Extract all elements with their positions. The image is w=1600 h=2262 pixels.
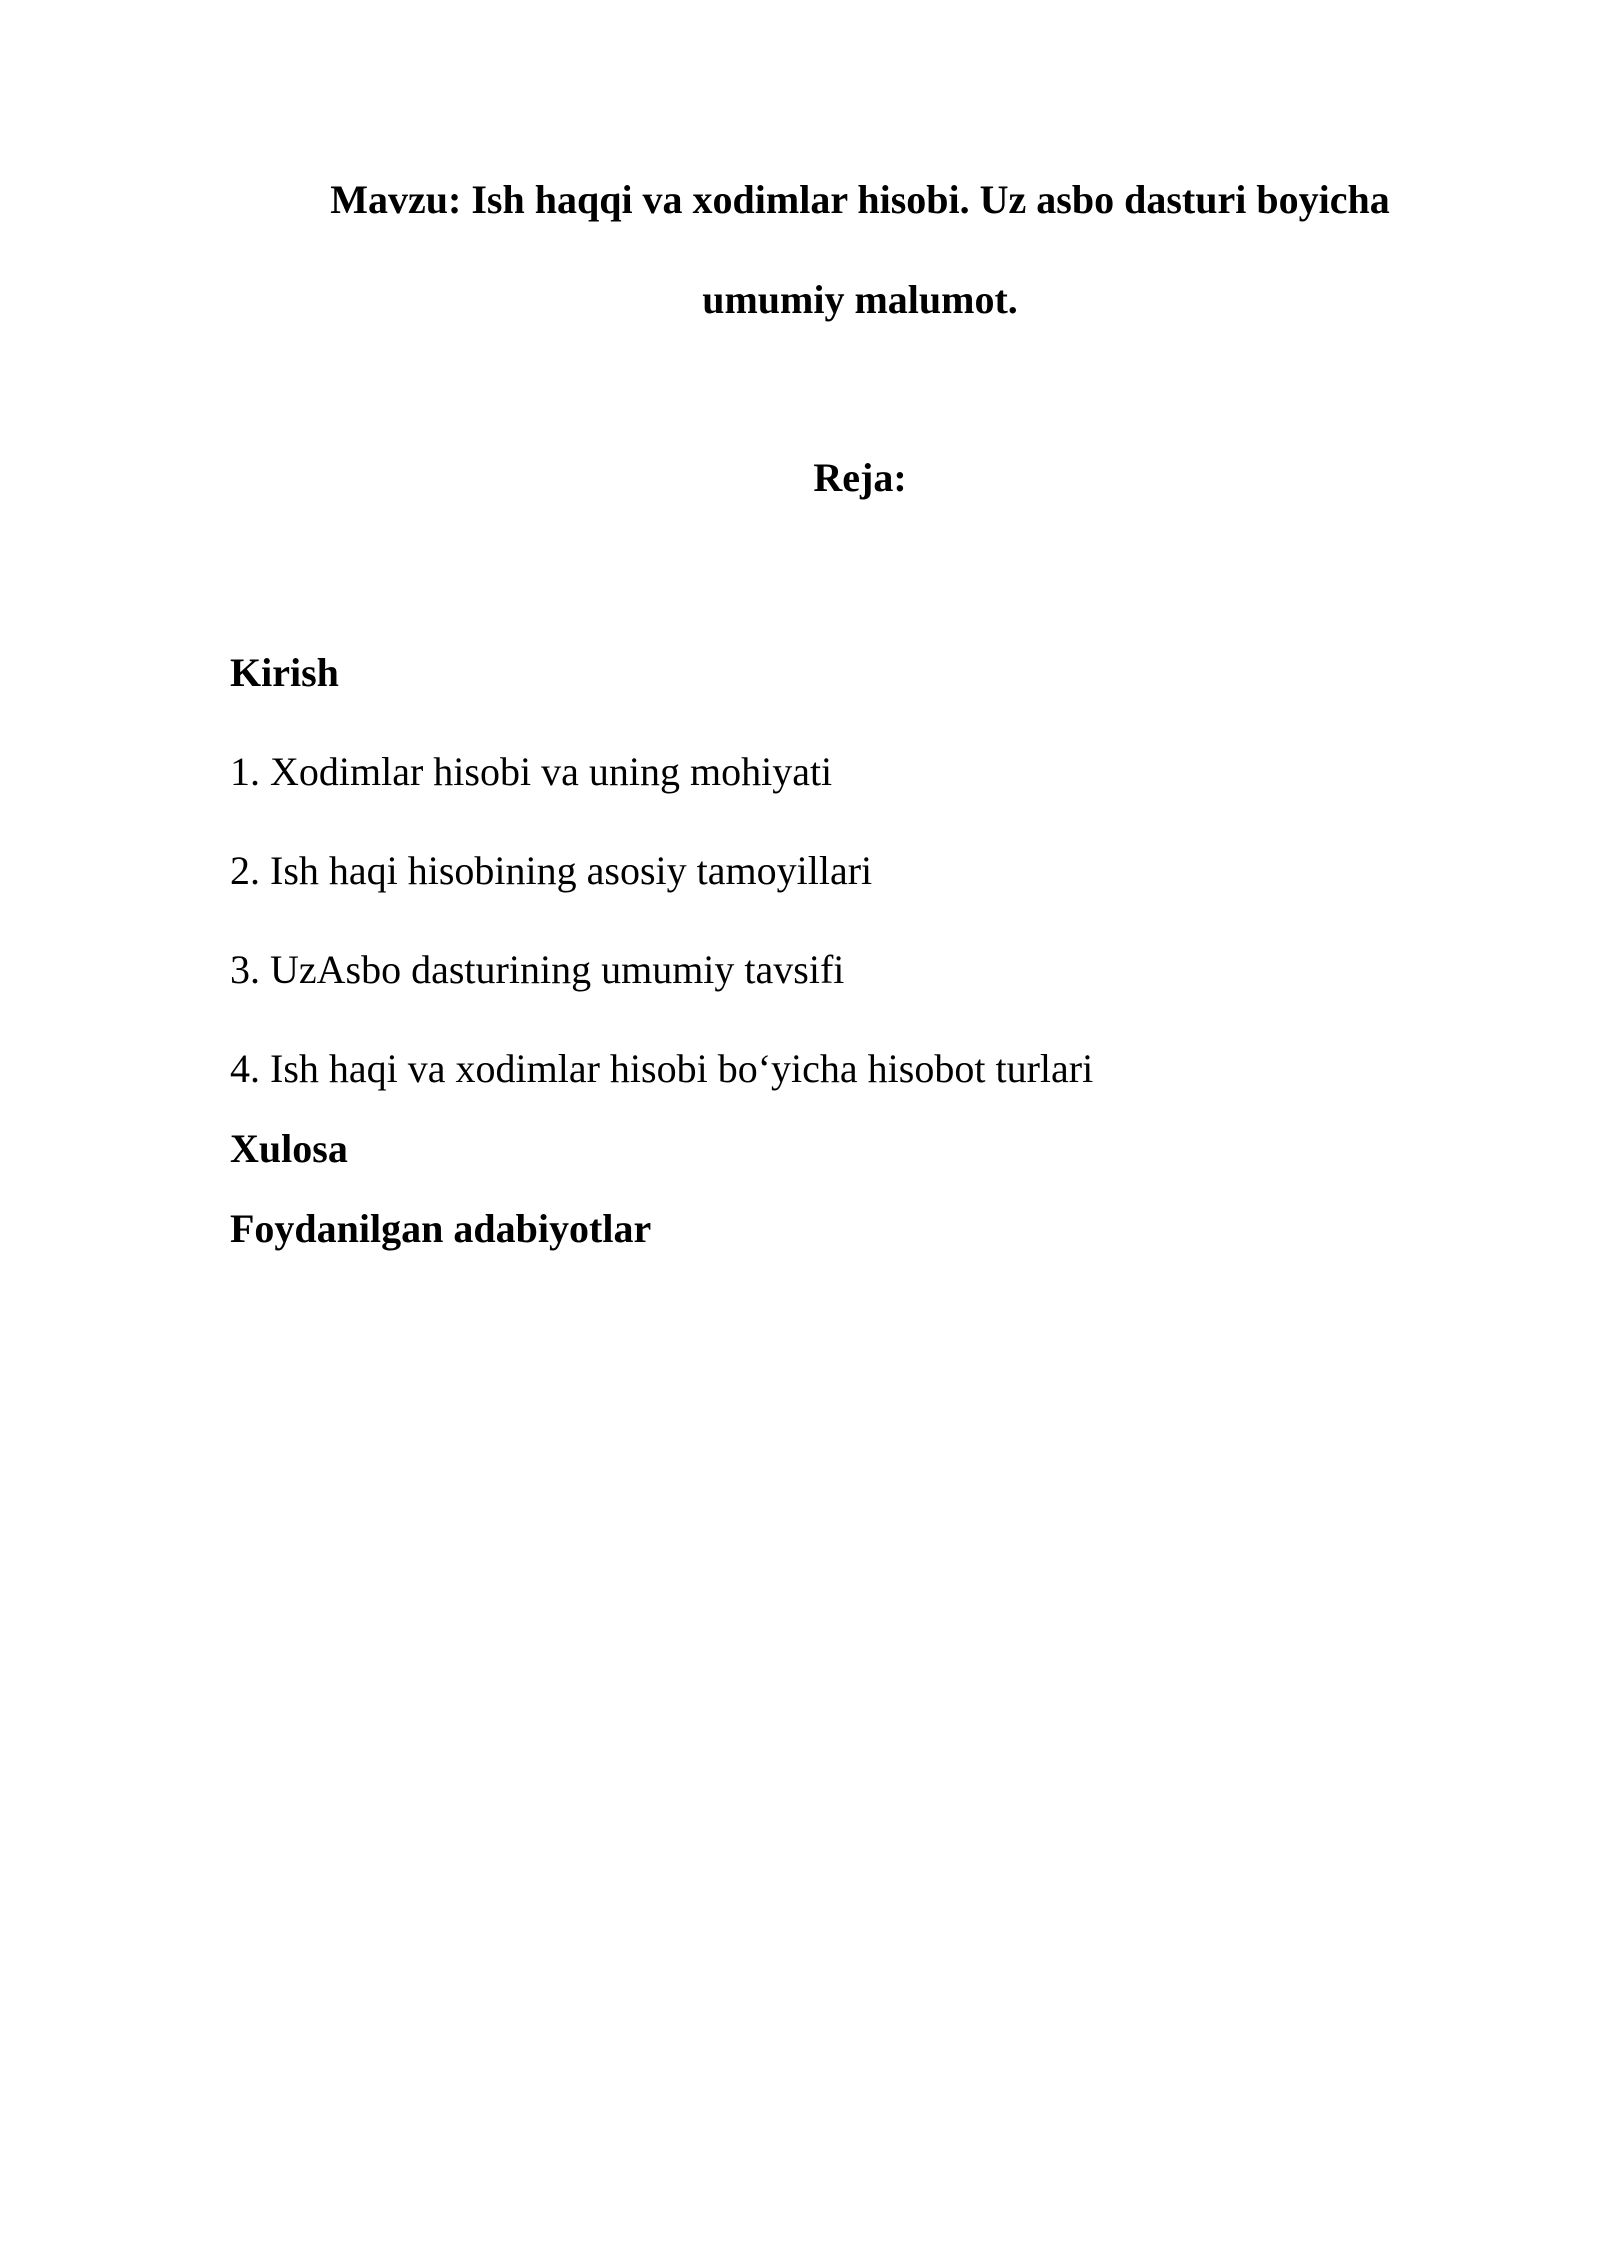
outline-item-1: 1. Xodimlar hisobi va uning mohiyati — [230, 749, 833, 794]
outline-references: Foydanilgan adabiyotlar — [230, 1206, 652, 1251]
plan-heading: Reja: — [813, 455, 907, 500]
outline-intro: Kirish — [230, 650, 339, 695]
title-line-1: Mavzu: Ish haqqi va xodimlar hisobi. Uz asbo dasturi boyicha — [330, 177, 1390, 222]
outline-item-2: 2. Ish haqi hisobining asosiy tamoyillari — [230, 848, 873, 893]
outline-conclusion: Xulosa — [230, 1126, 348, 1171]
plan-outline — [230, 643, 1470, 1298]
outline-item-4: 4. Ish haqi va xodimlar hisobi bo‘yicha hisobot turlari — [230, 1046, 1094, 1091]
document-title — [230, 150, 1490, 350]
title-line-2: umumiy malumot. — [702, 277, 1018, 322]
outline-item-3: 3. UzAsbo dasturining umumiy tavsifi — [230, 947, 845, 992]
